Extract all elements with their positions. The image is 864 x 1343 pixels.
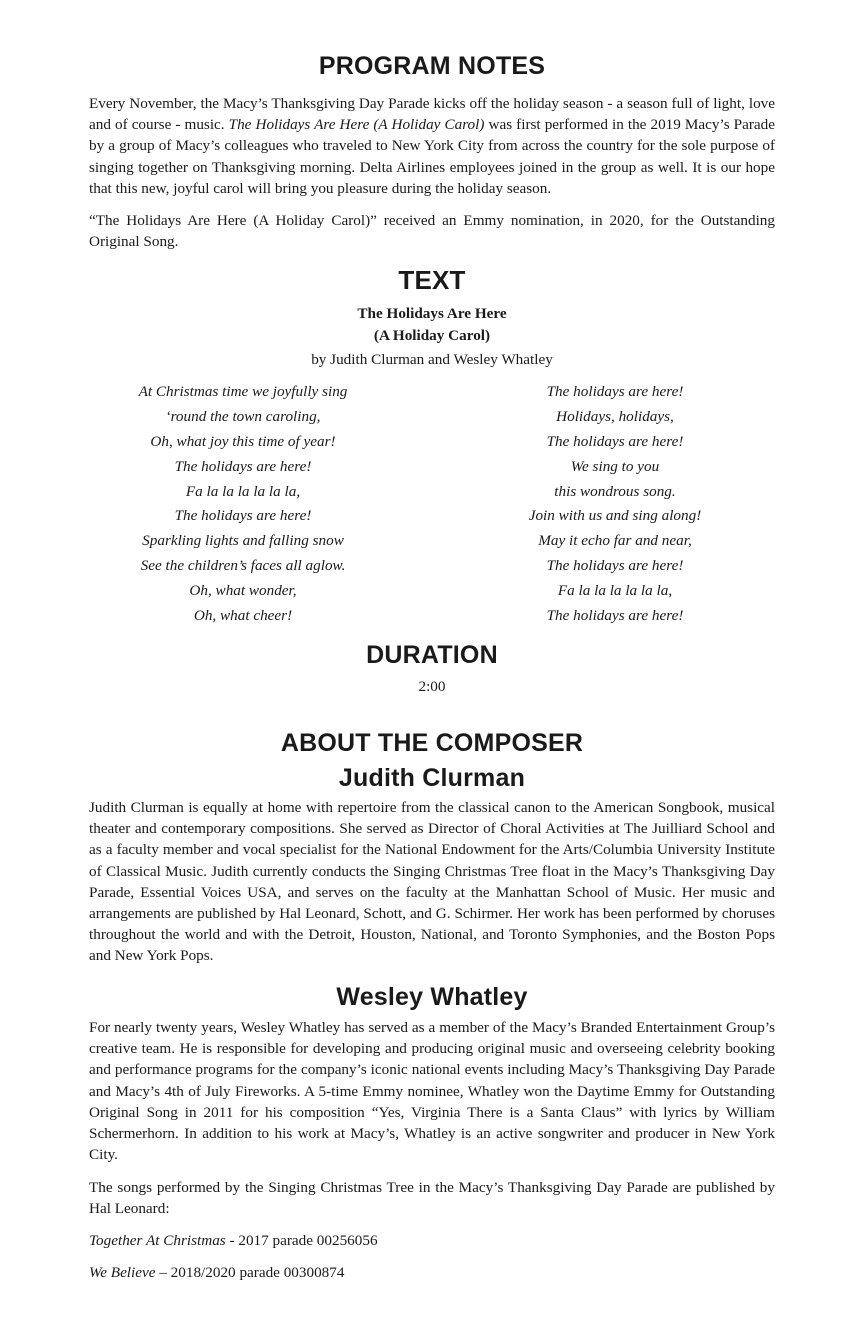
song-title-line-1: The Holidays Are Here xyxy=(357,305,507,322)
lyric-line: Fa la la la la la la, xyxy=(185,482,301,500)
lyrics-left-column xyxy=(73,380,413,629)
lyric-line: The holidays are here! xyxy=(174,457,312,475)
program-notes-paragraph-1 xyxy=(89,93,775,199)
composer-name-wesley: Wesley Whatley xyxy=(336,983,528,1011)
lyric-line: At Christmas time we joyfully sing xyxy=(138,383,348,400)
publication-item xyxy=(89,1262,775,1283)
publication-title: Together At Christmas xyxy=(89,1232,226,1249)
lyric-line: Holidays, holidays, xyxy=(556,407,674,425)
program-notes-paragraph-2: “The Holidays Are Here (A Holiday Carol)” received an Emmy nomination, in 2020, for the Outstanding Original Song. xyxy=(89,212,775,251)
lyric-line: The holidays are here! xyxy=(174,507,312,525)
song-title-line-2: (A Holiday Carol) xyxy=(373,326,491,344)
lyric-line: The holidays are here! xyxy=(546,383,684,400)
song-title-block xyxy=(89,303,775,370)
publication-item xyxy=(89,1230,775,1251)
song-byline: by Judith Clurman and Wesley Whatley xyxy=(311,351,553,368)
lyric-line: The holidays are here! xyxy=(546,557,684,575)
p1-song-title: The Holidays Are Here (A Holiday Carol) xyxy=(228,116,485,134)
lyric-line: Oh, what joy this time of year! xyxy=(150,432,336,450)
composer-name-judith: Judith Clurman xyxy=(338,764,526,792)
lyrics-right-column xyxy=(445,380,785,629)
text-heading: TEXT xyxy=(398,265,466,295)
lyric-line: Fa la la la la la la, xyxy=(557,582,673,600)
lyric-line: The holidays are here! xyxy=(546,607,684,625)
publication-title: We Believe xyxy=(89,1264,156,1281)
publication-detail: - 2017 parade 00256056 xyxy=(225,1232,378,1249)
p1-text-a: Every November, the Macy’s Thanksgiving Day Parade kicks off the holiday season - a season full of light, love and of course - music. xyxy=(89,95,775,134)
lyric-line: We sing to you xyxy=(570,457,660,475)
publication-detail: – 2018/2020 parade 00300874 xyxy=(155,1264,345,1281)
duration-heading: DURATION xyxy=(366,641,498,669)
duration-value: 2:00 xyxy=(418,678,446,695)
p1-text-b: was first performed in the 2019 Macy’s Parade by a group of Macy’s colleagues who traveled to New York City from across the country for the sole purpose of singing together on Thanksgiving morning. Delta Airlines employees joined in the group as well. It is our hope that this new, joyful carol will bring you pleasure during the holiday season. xyxy=(89,116,776,197)
lyric-line: this wondrous song. xyxy=(554,482,676,500)
lyric-line: Oh, what wonder, xyxy=(189,582,297,600)
judith-bio: Judith Clurman is equally at home with repertoire from the classical canon to the American Songbook, musical theater and contemporary compositions. She served as Director of Choral Activities at The Juilliard School and as a faculty member and vocal specialist for the National Endowment for the Arts/Columbia University Institute of Classical Music. Judith currently conducts the Singing Christmas Tree float in the Macy’s Thanksgiving Day Parade, Essential Voices USA, and serves on the faculty at the Manhattan School of Music. Her music and arrangements are published by Hal Leonard, Schott, and G. Schirmer. Her work has been performed by choruses throughout the world and with the Detroit, Houston, National, and Toronto Symphonies, and the Boston Pops and New York Pops. xyxy=(89,799,775,965)
lyric-line: The holidays are here! xyxy=(546,432,684,450)
wesley-bio: For nearly twenty years, Wesley Whatley has served as a member of the Macy’s Branded Entertainment Group’s creative team. He is responsible for developing and producing original music and overseeing celebrity booking and performance programs for the company’s iconic national events including Macy’s Thanksgiving Day Parade and Macy’s 4th of July Fireworks. A 5-time Emmy nominee, Whatley won the Daytime Emmy for Outstanding Original Song in 2011 for his composition “Yes, Virginia There is a Santa Claus” with lyrics by William Schermerhorn. In addition to his work at Macy’s, Whatley is an active songwriter and producer in New York City. xyxy=(89,1019,775,1164)
program-notes-heading: PROGRAM NOTES xyxy=(318,52,546,80)
about-composer-heading: ABOUT THE COMPOSER xyxy=(280,729,584,757)
lyric-line: Sparkling lights and falling snow xyxy=(142,532,344,550)
lyric-line: Join with us and sing along! xyxy=(528,507,702,525)
lyric-line: See the children’s faces all aglow. xyxy=(140,557,346,575)
lyric-line: ‘round the town caroling, xyxy=(165,407,321,425)
lyric-line: Oh, what cheer! xyxy=(193,607,293,625)
lyric-line: May it echo far and near, xyxy=(538,532,692,550)
publisher-note: The songs performed by the Singing Christmas Tree in the Macy’s Thanksgiving Day Parade are published by Hal Leonard: xyxy=(89,1179,775,1218)
lyrics-columns xyxy=(89,380,775,629)
